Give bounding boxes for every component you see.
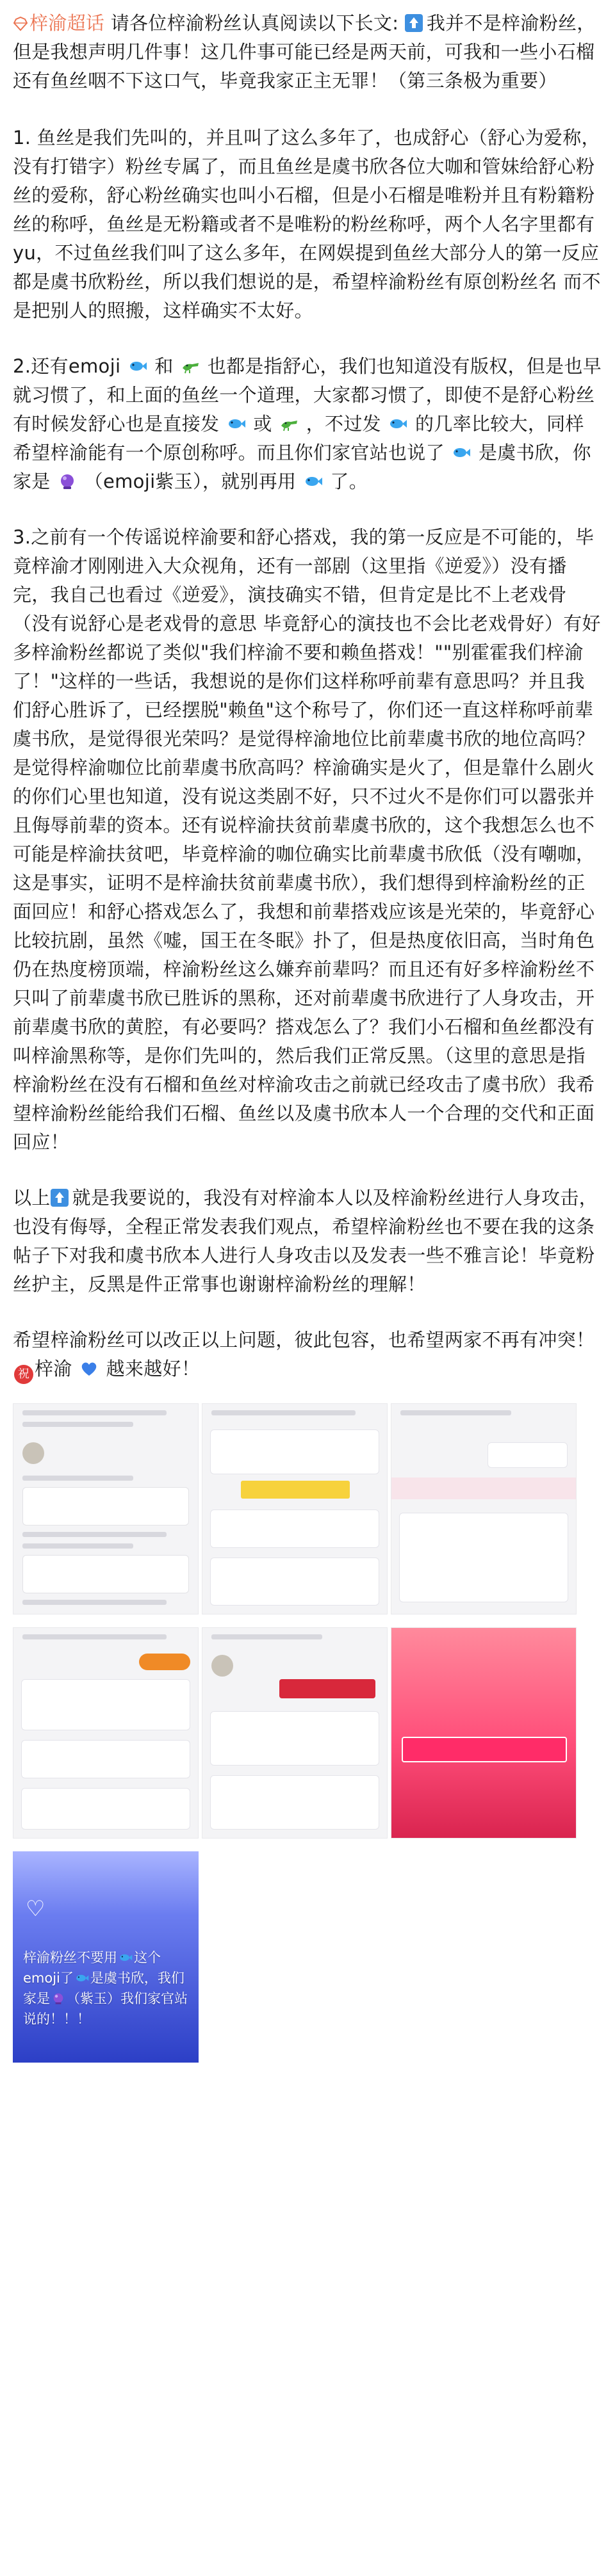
avatar (211, 1655, 233, 1677)
point-1: 1. 鱼丝是我们先叫的，并且叫了这么多年了，也成舒心（舒心为爱称，没有打错字）粉丝专属了，而且鱼丝是虞书欣各位大咖和管妹给舒心粉丝的爱称，舒心粉丝确实也叫小石榴，但是小石榴是唯粉并且有粉籍粉丝的称呼，鱼丝是无粉籍或者不是唯粉的粉丝称呼，两个人名字里都有yu，不过鱼丝我们叫了这么多年，在网娱提到鱼丝大部分人的第一反应都是虞书欣粉丝，所以我们想说的是，希望梓渝粉丝有原创粉丝名 而不是把别人的照搬，这样确实不太好。 (13, 127, 601, 321)
purple-ball-emoji-icon (58, 472, 77, 491)
placeholder-card (399, 1513, 568, 1602)
poster-banner (402, 1737, 567, 1762)
placeholder-line (22, 1634, 167, 1639)
pink-poster (391, 1628, 577, 1839)
highlight-tag (241, 1481, 350, 1499)
red-badge (279, 1679, 375, 1698)
caption-line: 是虞书欣，我们家是 (23, 1970, 184, 2006)
blue-heart-emoji-icon (79, 1359, 99, 1378)
placeholder-card (210, 1775, 379, 1830)
heart-icon: ♡ (26, 1896, 45, 1922)
screenshot-thumbnail-6[interactable] (391, 1627, 577, 1839)
green-crocodile-emoji-icon (181, 357, 200, 376)
screenshot-thumbnail-7[interactable] (13, 1851, 199, 2063)
placeholder-line (22, 1422, 133, 1427)
blue-fish-emoji-icon (227, 414, 246, 433)
avatar (22, 1442, 44, 1464)
placeholder-card (210, 1509, 379, 1548)
purple-ball-emoji-icon (51, 1992, 65, 2006)
screenshot-thumbnail-1[interactable] (13, 1403, 199, 1614)
blue-fish-emoji-icon (452, 443, 471, 462)
placeholder-line (22, 1543, 133, 1549)
screenshot-thumbnail-4[interactable] (13, 1627, 199, 1839)
point-2-part: 2.还有emoji (13, 355, 121, 377)
zhu-emoji-icon: 祝 (14, 1365, 33, 1384)
point-2-part: 了。 (330, 471, 368, 492)
closing-text: 希望梓渝粉丝可以改正以上问题，彼此包容，也希望两家不再有冲突！ (13, 1329, 595, 1351)
placeholder-line (22, 1600, 167, 1605)
diamond-topic-icon (13, 16, 28, 31)
placeholder-line (22, 1532, 167, 1537)
point-2-part: 是虞书欣，你家是 (13, 442, 591, 492)
caption-line: 这个emoji了 (23, 1950, 161, 1986)
screenshot-7-caption (23, 1947, 190, 2029)
image-grid (0, 1403, 615, 2101)
point-2-part: （emoji紫玉），就别再用 (84, 471, 297, 492)
placeholder-card (21, 1679, 190, 1730)
intro-text: 我并不是梓渝粉丝，但是我想声明几件事！这几件事可能已经是两天前，可我和一些小石榴还有鱼丝咽不下这口气，毕竟我家正主无罪！（第三条极为重要） (13, 12, 596, 92)
point-2-part: 也都是指舒心，我们也知道没有版权，但是也早就习惯了，和上面的鱼丝一个道理，大家都习惯了，即使不是舒心粉丝有时候发舒心也是直接发 (13, 355, 602, 435)
screenshot-thumbnail-2[interactable] (202, 1403, 388, 1614)
point-2-part: 或 (253, 413, 272, 435)
caption-line: （紫玉）我们家官站说的！！！ (23, 1991, 188, 2027)
point-3: 3.之前有一个传谣说梓渝要和舒心搭戏，我的第一反应是不可能的，毕竟梓渝才刚刚进入大众视角，还有一部剧（这里指《逆爱》）没有播完，我自己也看过《逆爱》，演技确实不错，但肯定是比不上老戏骨（没有说舒心是老戏骨的意思 毕竟舒心的演技也不会比老戏骨好）有好多梓渝粉丝都说了类似"我们梓渝不要和赖鱼搭戏！""别霍霍我们梓渝了！"这样的一些话，我想说的是你们这样称呼前辈有意思吗？并且我们舒心胜诉了，已经摆脱"赖鱼"这个称号了，你们还一直这样称呼前辈虞书欣，是觉得很光荣吗？是觉得梓渝地位比前辈虞书欣的地位高吗？是觉得梓渝咖位比前辈虞书欣高吗？梓渝确实是火了，但是靠什么剧火的你们心里也知道，没有说这类剧不好，只不过火不是你们可以嚣张并且侮辱前辈的资本。还有说梓渝扶贫前辈虞书欣的，这个我想怎么也不可能是梓渝扶贫吧，毕竟梓渝的咖位确实比前辈虞书欣低（没有嘲咖，这是事实，证明不是梓渝扶贫前辈虞书欣），我们想得到梓渝粉丝的正面回应！和舒心搭戏怎么了，我想和前辈搭戏应该是光荣的，毕竟舒心比较抗剧，虽然《嘘，国王在冬眠》扑了，但是热度依旧高，当时角色仍在热度榜顶端，梓渝粉丝这么嫌弃前辈吗？而且还有好多梓渝粉丝不只叫了前辈虞书欣已胜诉的黑称，还对前辈虞书欣进行了人身攻击，开前辈虞书欣的黄腔，有必要吗？搭戏怎么了？我们小石榴和鱼丝都没有叫梓渝黑称等，是你们先叫的，然后我们正常反黑。（这里的意思是指梓渝粉丝在没有石榴和鱼丝对梓渝攻击之前就已经攻击了虞书欣）我希望梓渝粉丝能给我们石榴、鱼丝以及虞书欣本人一个合理的交代和正面回应！ (13, 526, 601, 1153)
blue-fish-emoji-icon (388, 414, 407, 433)
closing (13, 1326, 602, 1384)
placeholder-card (210, 1711, 379, 1766)
placeholder-card (21, 1788, 190, 1830)
placeholder-block (22, 1555, 189, 1593)
point-2 (13, 352, 602, 496)
topic-label: 梓渝超话 (29, 12, 105, 34)
intro-heading: 请各位梓渝粉丝认真阅读以下长文: (110, 12, 399, 34)
closing-name: 梓渝 (35, 1358, 72, 1380)
placeholder-line (400, 1410, 511, 1415)
placeholder-block (22, 1487, 189, 1525)
up-arrow-box-icon (405, 14, 423, 32)
blue-fish-emoji-icon (128, 357, 147, 376)
blue-fish-emoji-icon (75, 1971, 89, 1985)
placeholder-line (22, 1476, 133, 1481)
post-intro (13, 9, 602, 95)
caption-line: 梓渝粉丝不要用 (23, 1950, 117, 1965)
point-2-part: 和 (154, 355, 174, 377)
up-arrow-box-icon (51, 1189, 69, 1207)
point-2-part: ，不过发 (306, 413, 381, 435)
placeholder-line (211, 1410, 356, 1415)
follow-button (139, 1654, 190, 1670)
placeholder-card (488, 1442, 568, 1468)
highlight-strip (391, 1477, 577, 1499)
blue-fish-emoji-icon (304, 472, 323, 491)
topic-tag[interactable] (13, 12, 104, 34)
placeholder-card (210, 1558, 379, 1606)
placeholder-card (21, 1740, 190, 1778)
green-crocodile-emoji-icon (279, 414, 299, 433)
blue-fish-emoji-icon (119, 1951, 133, 1965)
closing-wish: 越来越好！ (106, 1358, 201, 1380)
summary-lead: 以上 (13, 1187, 51, 1209)
point-2-part: 的几率比较大，同样希望梓渝能有一个原创称呼。而且你们家官站也说了 (13, 413, 584, 463)
placeholder-line (22, 1410, 167, 1415)
placeholder-card (210, 1429, 379, 1474)
summary-text: 就是我要说的，我没有对梓渝本人以及梓渝粉丝进行人身攻击，也没有侮辱，全程正常发表我们观点，希望梓渝粉丝也不要在我的这条帖子下对我和虞书欣本人进行人身攻击以及发表一些不雅言论！毕竟粉丝护主，反黑是件正常事也谢谢梓渝粉丝的理解！ (13, 1187, 598, 1295)
screenshot-thumbnail-5[interactable] (202, 1627, 388, 1839)
placeholder-line (211, 1634, 322, 1639)
screenshot-thumbnail-3[interactable] (391, 1403, 577, 1614)
summary (13, 1184, 602, 1299)
